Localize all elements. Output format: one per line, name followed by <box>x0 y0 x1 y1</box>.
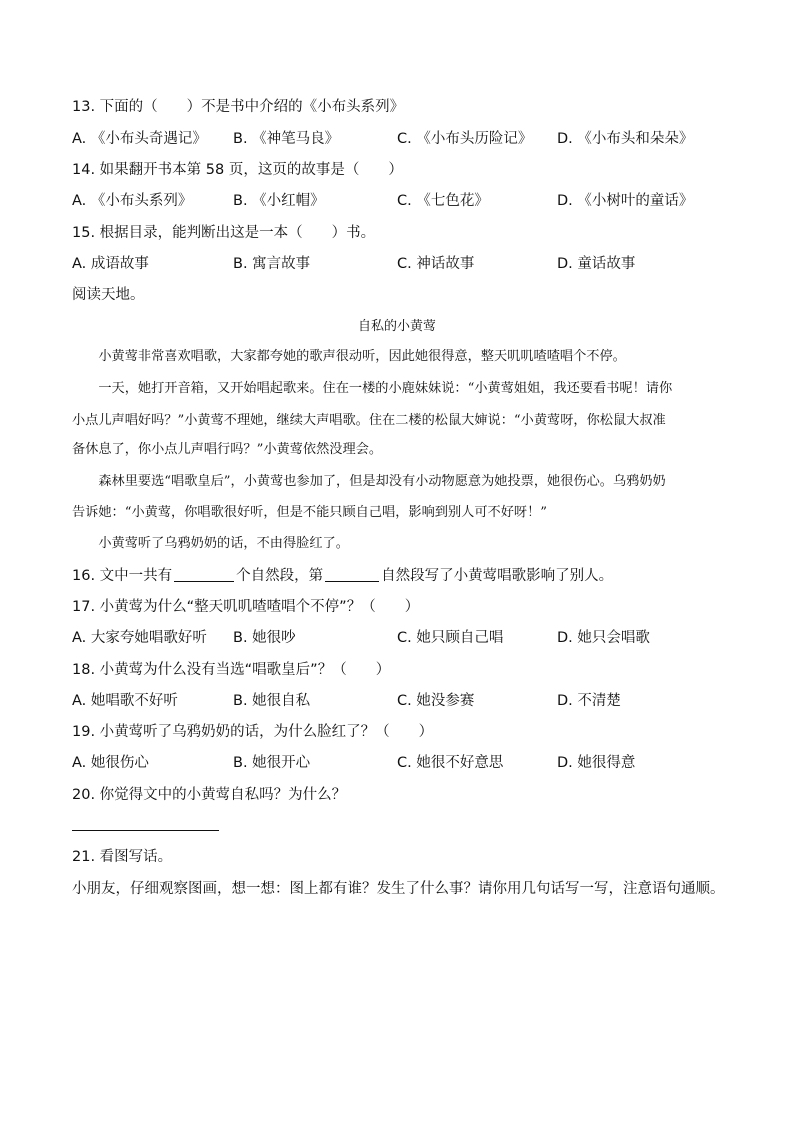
q14-option-b: B. 《小红帽》 <box>233 193 325 209</box>
q13-option-b: B. 《神笔马良》 <box>233 131 340 147</box>
question-14: 14. 如果翻开书本第 58 页，这页的故事是（ ） <box>72 162 403 178</box>
question-19: 19. 小黄莺听了乌鸦奶奶的话，为什么脸红了？（ ） <box>72 724 434 740</box>
q19-option-c: C. 她很不好意思 <box>397 755 504 771</box>
story-line: 小黄莺听了乌鸦奶奶的话，不由得脸红了。 <box>72 536 349 551</box>
q18-option-c: C. 她没参赛 <box>397 693 475 709</box>
q13-option-a: A. 《小布头奇遇记》 <box>72 131 207 147</box>
q13-option-c: C. 《小布头历险记》 <box>397 131 533 147</box>
q17-option-a: A. 大家夸她唱歌好听 <box>72 630 207 646</box>
story-line: 一天，她打开音箱，又开始唱起歌来。住在一楼的小鹿妹妹说：“小黄莺姐姐，我还要看书呢！请你 <box>72 381 673 396</box>
story-line: 备休息了，你小点儿声唱行吗？”小黄莺依然没理会。 <box>72 442 383 457</box>
story-line: 小点儿声唱好吗？”小黄莺不理她，继续大声唱歌。住在二楼的松鼠大婶说：“小黄莺呀，你松鼠大叔准 <box>72 413 666 428</box>
q18-option-a: A. 她唱歌不好听 <box>72 693 178 709</box>
q15-option-c: C. 神话故事 <box>397 256 475 272</box>
q15-option-b: B. 寓言故事 <box>233 256 311 272</box>
question-21: 21. 看图写话。 <box>72 849 173 865</box>
question-15: 15. 根据目录，能判断出这是一本（ ）书。 <box>72 225 376 241</box>
answer-blank[interactable] <box>325 567 379 582</box>
story-line: 小黄莺非常喜欢唱歌，大家都夸她的歌声很动听，因此她很得意，整天叽叽喳喳唱个不停。 <box>72 349 626 364</box>
answer-line[interactable] <box>72 830 219 831</box>
q19-option-d: D. 她很得意 <box>557 755 636 771</box>
q21-instruction: 小朋友，仔细观察图画，想一想：图上都有谁？发生了什么事？请你用几句话写一写，注意语句通顺。 <box>72 881 725 897</box>
q17-option-b: B. 她很吵 <box>233 630 296 646</box>
q17-option-c: C. 她只顾自己唱 <box>397 630 504 646</box>
q16-text-3: 自然段写了小黄莺唱歌影响了别人。 <box>381 568 614 584</box>
q14-option-c: C. 《七色花》 <box>397 193 489 209</box>
q15-option-d: D. 童话故事 <box>557 256 636 272</box>
q13-option-d: D. 《小布头和朵朵》 <box>557 131 694 147</box>
q17-option-d: D. 她只会唱歌 <box>557 630 650 646</box>
q19-option-b: B. 她很开心 <box>233 755 311 771</box>
q19-option-a: A. 她很伤心 <box>72 755 149 771</box>
q16-text-2: 个自然段，第 <box>236 568 324 584</box>
q15-option-a: A. 成语故事 <box>72 256 149 272</box>
story-line: 告诉她：“小黄莺，你唱歌很好听，但是不能只顾自己唱，影响到别人可不好呀！” <box>72 505 548 520</box>
question-20: 20. 你觉得文中的小黄莺自私吗？为什么？ <box>72 787 347 803</box>
question-16 <box>72 566 613 586</box>
question-13: 13. 下面的（ ）不是书中介绍的《小布头系列》 <box>72 99 405 115</box>
q14-option-a: A. 《小布头系列》 <box>72 193 193 209</box>
q16-text-1: 16. 文中一共有 <box>72 568 173 584</box>
question-17: 17. 小黄莺为什么“整天叽叽喳喳唱个不停”？（ ） <box>72 599 420 615</box>
q18-option-d: D. 不清楚 <box>557 693 621 709</box>
question-18: 18. 小黄莺为什么没有当选“唱歌皇后”？（ ） <box>72 662 391 678</box>
q14-option-d: D. 《小树叶的童话》 <box>557 193 694 209</box>
answer-blank[interactable] <box>174 567 234 582</box>
story-line: 森林里要选“唱歌皇后”，小黄莺也参加了，但是却没有小动物愿意为她投票，她很伤心。乌鸦奶奶 <box>72 474 666 489</box>
q18-option-b: B. 她很自私 <box>233 693 311 709</box>
story-title: 自私的小黄莺 <box>357 319 436 334</box>
section-heading: 阅读天地。 <box>72 287 145 303</box>
